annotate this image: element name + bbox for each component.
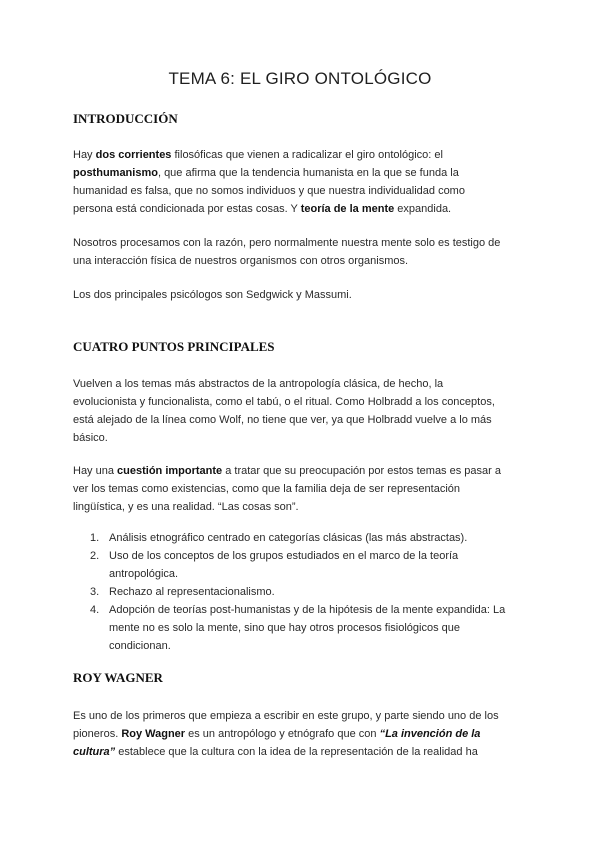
text-line: Es uno de los primeros que empieza a escribir en este grupo, y parte siendo uno de los: [73, 710, 499, 722]
text-line: está alejado de la línea como Wolf, no tiene que ver, ya que Holbradd vuelve a lo más: [73, 414, 492, 426]
bold-italic-text: “La invención de la: [379, 728, 481, 740]
page-title: TEMA 6: EL GIRO ONTOLÓGICO: [168, 69, 432, 88]
text-line: Adopción de teorías post-humanistas y de la hipótesis de la mente expandida: La: [109, 604, 506, 616]
list-item: [90, 529, 540, 547]
intro-paragraph-3: [73, 286, 533, 304]
list-number: 3.: [90, 586, 100, 598]
intro-paragraph-1: [73, 146, 533, 218]
text: a tratar que su preocupación por estos temas es pasar a: [222, 465, 501, 477]
bold-text: dos corrientes: [95, 149, 172, 161]
text-line: condicionan.: [109, 640, 171, 652]
cuatro-paragraph-1: [73, 375, 533, 447]
list-item: [90, 583, 540, 601]
text: Hay: [73, 149, 96, 161]
text: establece que la cultura con la idea de la representación de la realidad ha: [115, 746, 478, 758]
bold-text: posthumanismo: [73, 167, 158, 179]
text-line: Nosotros procesamos con la razón, pero normalmente nuestra mente solo es testigo de: [73, 237, 501, 249]
text-line: ver los temas como existencias, como que la familia deja de ser representación: [73, 483, 461, 495]
list-item: [90, 547, 540, 583]
text: persona está condicionada por estas cosas. Y: [73, 203, 301, 215]
text-line: evolucionista y funcionalista, como el tabú, o el ritual. Como Holbradd a los conceptos,: [73, 396, 495, 408]
list-number: 2.: [90, 550, 100, 562]
bold-text: Roy Wagner: [121, 728, 186, 740]
text: es un antropólogo y etnógrafo que con: [185, 728, 380, 740]
bold-italic-text: cultura”: [73, 746, 116, 758]
text-line: una interacción física de nuestros organismos con otros organismos.: [73, 255, 409, 267]
bold-text: teoría de la mente: [300, 203, 395, 215]
text-line: Vuelven a los temas más abstractos de la antropología clásica, de hecho, la: [73, 378, 444, 390]
text-line: humanidad es falsa, que no somos individuos y que nuestra individualidad como: [73, 185, 465, 197]
text-line: Análisis etnográfico centrado en categorías clásicas (las más abstractas).: [109, 532, 468, 544]
text: filosóficas que vienen a radicalizar el giro ontológico: el: [171, 149, 443, 161]
text: , que afirma que la tendencia humanista en la que se funda la: [157, 167, 459, 179]
text: expandida.: [394, 203, 452, 215]
list-number: 4.: [90, 604, 100, 616]
numbered-list: [90, 529, 540, 655]
heading-introduccion: INTRODUCCIÓN: [73, 111, 178, 126]
heading-roy-wagner: ROY WAGNER: [73, 670, 163, 685]
intro-paragraph-2: [73, 234, 533, 270]
text-line: lingüística, y es una realidad. “Las cosas son”.: [73, 501, 299, 513]
text-line: Uso de los conceptos de los grupos estudiados en el marco de la teoría: [109, 550, 459, 562]
text-line: Los dos principales psicólogos son Sedgwick y Massumi.: [73, 289, 352, 301]
list-item: [90, 601, 540, 655]
list-number: 1.: [90, 532, 100, 544]
text-line: Rechazo al representacionalismo.: [109, 586, 275, 598]
text: Hay una: [73, 465, 118, 477]
cuatro-paragraph-2: [73, 462, 533, 516]
text-line: básico.: [73, 432, 108, 444]
heading-cuatro-puntos: CUATRO PUNTOS PRINCIPALES: [73, 339, 275, 354]
roy-paragraph-1: [73, 707, 533, 761]
bold-text: cuestión importante: [117, 465, 223, 477]
text-line: antropológica.: [109, 568, 179, 580]
text-line: mente no es solo la mente, sino que hay otros procesos fisiológicos que: [109, 622, 460, 634]
text: pioneros.: [73, 728, 122, 740]
